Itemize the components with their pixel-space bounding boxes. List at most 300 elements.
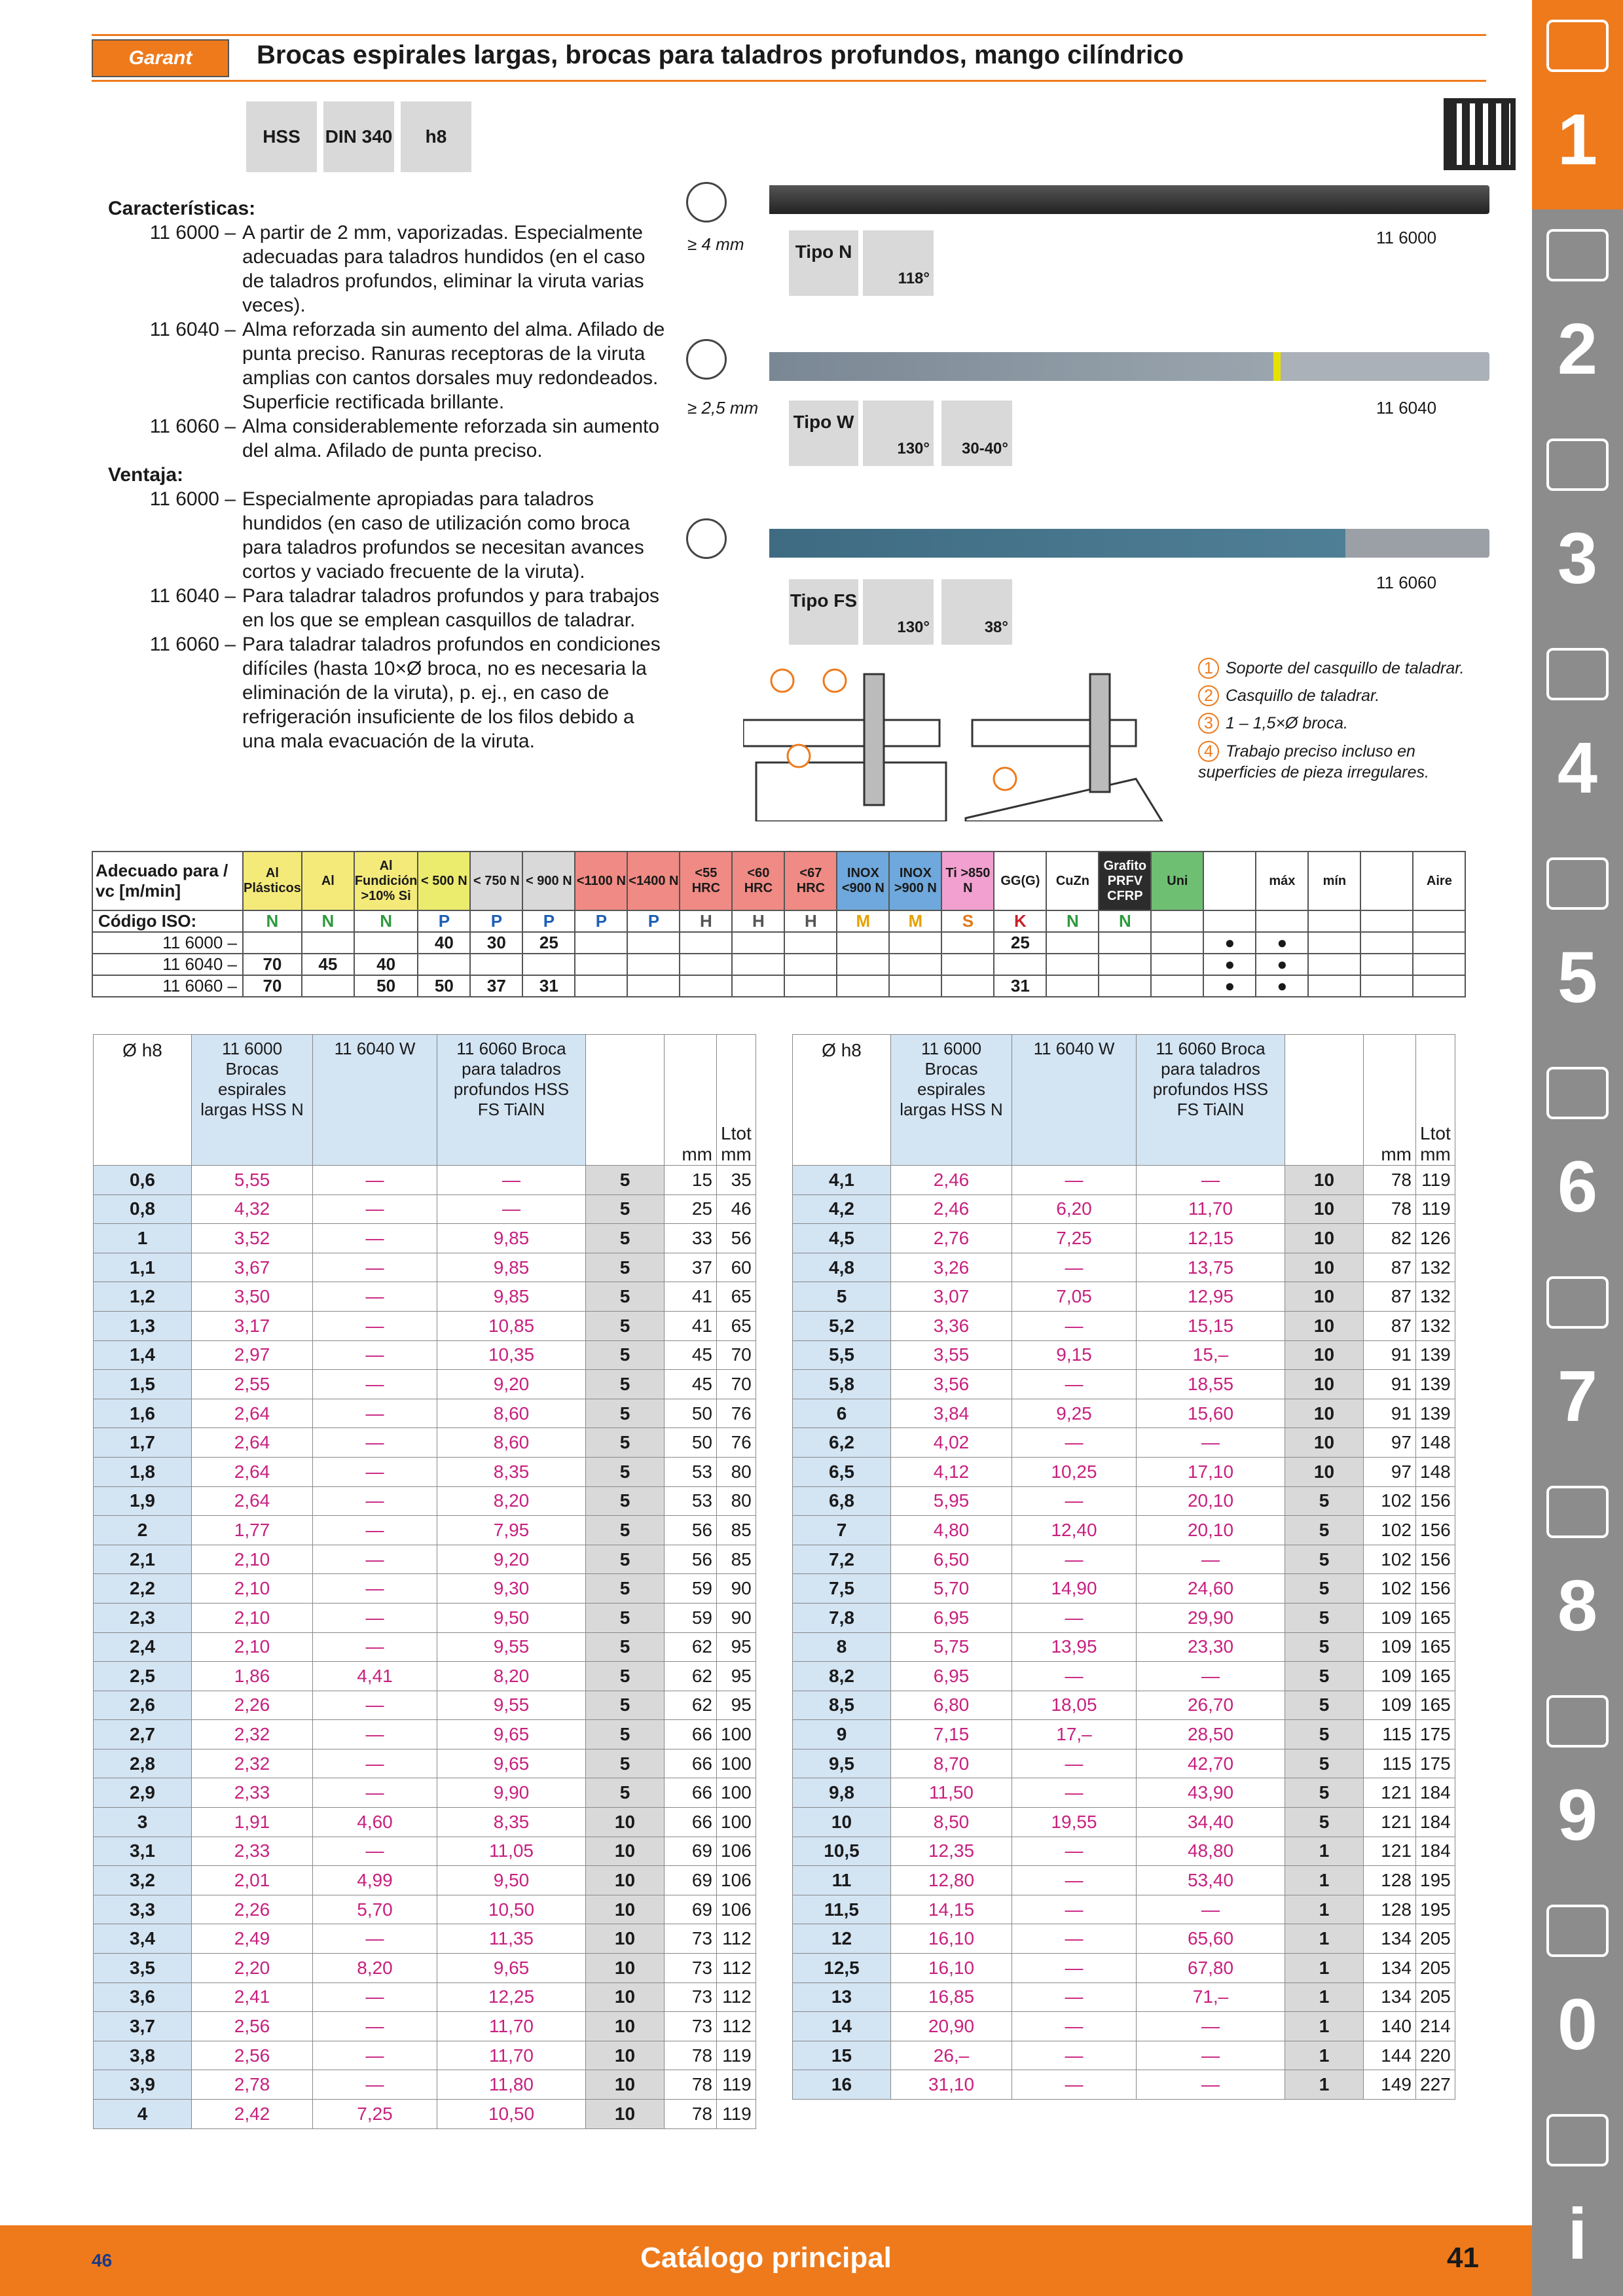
table-row[interactable] (94, 2012, 756, 2041)
row-price-116040: — (1012, 1895, 1137, 1924)
feature-text: Alma reforzada sin aumento del alma. Afilado de punta preciso. Ranuras receptoras de la viruta amplias con cantos dorsales muy redondeados. Superficie rectificada brillante. (242, 319, 665, 413)
row-price-116060: 9,20 (437, 1545, 586, 1574)
row-length: 149 (1364, 2070, 1416, 2100)
row-total-length: 76 (717, 1399, 756, 1428)
row-price-116040: 6,20 (1012, 1194, 1137, 1224)
row-price-116040: — (1012, 1603, 1137, 1632)
row-diameter: 3 (94, 1808, 192, 1837)
table-row[interactable] (793, 1486, 1455, 1516)
table-row[interactable] (793, 1574, 1455, 1604)
row-price-116000: 2,10 (192, 1545, 313, 1574)
row-price-116040: 9,15 (1012, 1340, 1137, 1370)
table-row[interactable] (793, 1311, 1455, 1340)
row-pack: 5 (586, 1282, 665, 1312)
legend-text: Soporte del casquillo de taladrar. (1226, 659, 1465, 677)
chapter-number: 2 (1557, 309, 1598, 389)
row-diameter: 2,8 (94, 1749, 192, 1778)
row-diameter: 14 (793, 2012, 891, 2041)
suit-value: 50 (418, 975, 470, 997)
suit-value (627, 954, 680, 975)
table-row[interactable] (793, 2070, 1455, 2100)
drill-section-icon (686, 518, 727, 559)
row-price-116000: 2,55 (192, 1370, 313, 1399)
row-price-116060: 8,20 (437, 1662, 586, 1691)
iso-row (92, 910, 1465, 932)
table-row[interactable] (793, 1954, 1455, 1983)
row-price-116060: 12,95 (1137, 1282, 1285, 1312)
table-row[interactable] (793, 1895, 1455, 1924)
header-pack-icon (586, 1035, 665, 1166)
row-diameter: 15 (793, 2041, 891, 2070)
row-length: 62 (665, 1632, 717, 1662)
suit-value (732, 932, 784, 954)
suit-value (302, 932, 354, 954)
table-row[interactable] (94, 1982, 756, 2012)
chapter-tab-4[interactable] (1532, 628, 1623, 838)
row-price-116000: 1,91 (192, 1808, 313, 1837)
row-length: 109 (1364, 1603, 1416, 1632)
row-pack: 5 (586, 1370, 665, 1399)
row-price-116060: 15,– (1137, 1340, 1285, 1370)
table-row[interactable] (793, 2041, 1455, 2070)
row-total-length: 80 (717, 1486, 756, 1516)
suit-value (889, 954, 941, 975)
row-diameter: 5,2 (793, 1311, 891, 1340)
row-diameter: 12,5 (793, 1954, 891, 1983)
row-pack: 5 (1285, 1603, 1364, 1632)
table-row[interactable] (793, 1457, 1455, 1486)
suit-value (941, 932, 994, 954)
table-row[interactable] (94, 1866, 756, 1895)
table-row[interactable] (94, 1749, 756, 1778)
row-price-116060: — (437, 1194, 586, 1224)
table-row[interactable] (94, 1954, 756, 1983)
row-price-116060: 8,60 (437, 1428, 586, 1458)
table-row[interactable] (793, 1924, 1455, 1954)
iso-code: P (575, 910, 627, 932)
row-pack: 5 (586, 1632, 665, 1662)
row-diameter: 2,4 (94, 1632, 192, 1662)
suit-value (889, 932, 941, 954)
marker-3 (788, 745, 810, 767)
row-length: 62 (665, 1691, 717, 1720)
row-pack: 10 (1285, 1311, 1364, 1340)
table-row[interactable] (94, 1224, 756, 1253)
table-row[interactable] (94, 1778, 756, 1808)
row-diameter: 3,7 (94, 2012, 192, 2041)
chapter-icon (1546, 2114, 1609, 2166)
table-row[interactable] (793, 1194, 1455, 1224)
row-pack: 5 (1285, 1720, 1364, 1749)
row-total-length: 60 (717, 1253, 756, 1282)
legend-item (1198, 655, 1486, 682)
table-row[interactable] (793, 1982, 1455, 2012)
row-length: 134 (1364, 1954, 1416, 1983)
row-pack: 5 (586, 1166, 665, 1195)
row-price-116060: 13,75 (1137, 1253, 1285, 1282)
advantage-text: Para taladrar taladros profundos en condiciones difíciles (hasta 10×Ø broca, no es necesaria la eliminación de la viruta), p. ej., en caso de refrigeración insuficiente de los filos debido a una mala evacuación de la viruta. (242, 634, 661, 752)
table-row[interactable] (94, 1895, 756, 1924)
chapter-tab-9[interactable] (1532, 1676, 1623, 1885)
suit-value: 31 (994, 975, 1046, 997)
row-price-116000: 4,80 (891, 1516, 1012, 1545)
row-diameter: 8,2 (793, 1662, 891, 1691)
suit-value (680, 975, 732, 997)
chapter-tab-6[interactable] (1532, 1047, 1623, 1257)
suit-value (1046, 954, 1099, 975)
suit-column-header: Aire (1413, 852, 1465, 910)
row-length: 56 (665, 1516, 717, 1545)
row-price-116040: 4,41 (313, 1662, 437, 1691)
chapter-tab-8[interactable] (1532, 1466, 1623, 1676)
row-pack: 5 (586, 1340, 665, 1370)
row-price-116000: 6,50 (891, 1545, 1012, 1574)
row-length: 62 (665, 1662, 717, 1691)
row-total-length: 165 (1416, 1662, 1455, 1691)
row-length: 66 (665, 1749, 717, 1778)
suit-value (1413, 975, 1465, 997)
row-total-length: 119 (717, 2041, 756, 2070)
table-row[interactable] (94, 1457, 756, 1486)
row-price-116060: 12,15 (1137, 1224, 1285, 1253)
table-row[interactable] (94, 1340, 756, 1370)
chapter-number: 9 (1557, 1775, 1598, 1856)
table-row[interactable] (94, 1808, 756, 1837)
row-pack: 10 (586, 2100, 665, 2129)
iso-code (1256, 910, 1308, 932)
row-price-116040: — (313, 1516, 437, 1545)
header-length: mm (665, 1035, 717, 1166)
suit-value: 70 (243, 975, 302, 997)
advantage-code: 11 6040 – (149, 585, 236, 607)
row-price-116040: — (313, 1749, 437, 1778)
row-pack: 5 (586, 1311, 665, 1340)
row-diameter: 4,5 (793, 1224, 891, 1253)
table-row[interactable] (94, 1370, 756, 1399)
row-diameter: 1,6 (94, 1399, 192, 1428)
row-price-116060: 10,35 (437, 1340, 586, 1370)
suit-value: 50 (354, 975, 418, 997)
row-price-116060: — (1137, 2041, 1285, 2070)
chapter-number: 1 (1557, 99, 1598, 180)
row-price-116040: — (1012, 1924, 1137, 1954)
suit-column-header: <55 HRC (680, 852, 732, 910)
chapter-number: 3 (1557, 518, 1598, 599)
fixture-plate (743, 720, 939, 746)
table-row[interactable] (793, 1808, 1455, 1837)
row-total-length: 195 (1416, 1866, 1455, 1895)
row-total-length: 165 (1416, 1691, 1455, 1720)
features-heading: Características: (108, 198, 256, 219)
table-row[interactable] (94, 1924, 756, 1954)
row-pack: 10 (586, 1866, 665, 1895)
row-length: 102 (1364, 1516, 1416, 1545)
table-row[interactable] (793, 1516, 1455, 1545)
table-row[interactable] (94, 1632, 756, 1662)
row-total-length: 65 (717, 1311, 756, 1340)
table-row[interactable] (793, 1370, 1455, 1399)
chapter-tab-0[interactable] (1532, 1885, 1623, 2094)
chapter-icon (1546, 1486, 1609, 1538)
row-price-116040: 18,05 (1012, 1691, 1137, 1720)
marker-1 (771, 670, 793, 692)
suit-value (784, 932, 837, 954)
table-row[interactable] (793, 1166, 1455, 1195)
table-row[interactable] (94, 1311, 756, 1340)
suit-value (302, 975, 354, 997)
row-price-116060: — (1137, 1166, 1285, 1195)
chapter-tab-5[interactable] (1532, 838, 1623, 1047)
row-price-116040: — (1012, 1837, 1137, 1866)
row-length: 69 (665, 1895, 717, 1924)
suitability-table (92, 851, 1466, 997)
table-row[interactable] (793, 1545, 1455, 1574)
suit-column-header: GG(G) (994, 852, 1046, 910)
row-total-length: 205 (1416, 1982, 1455, 2012)
suit-value: 25 (994, 932, 1046, 954)
suit-value (1360, 932, 1413, 954)
table-row[interactable] (793, 1632, 1455, 1662)
table-row[interactable] (793, 1224, 1455, 1253)
table-row[interactable] (94, 1399, 756, 1428)
table-row[interactable] (94, 1545, 756, 1574)
marker-2 (824, 670, 846, 692)
row-pack: 10 (586, 1808, 665, 1837)
row-diameter: 3,1 (94, 1837, 192, 1866)
row-price-116000: 5,95 (891, 1486, 1012, 1516)
row-length: 78 (1364, 1194, 1416, 1224)
row-price-116000: 3,50 (192, 1282, 313, 1312)
qr-code-icon[interactable] (1444, 98, 1516, 170)
row-price-116060: 43,90 (1137, 1778, 1285, 1808)
row-total-length: 100 (717, 1720, 756, 1749)
row-total-length: 205 (1416, 1954, 1455, 1983)
row-price-116040: 19,55 (1012, 1808, 1137, 1837)
suit-column-header: < 900 N (522, 852, 575, 910)
row-length: 69 (665, 1866, 717, 1895)
row-diameter: 2 (94, 1516, 192, 1545)
row-diameter: 6,5 (793, 1457, 891, 1486)
table-row[interactable] (94, 2100, 756, 2129)
table-row[interactable] (793, 1720, 1455, 1749)
table-row[interactable] (94, 1282, 756, 1312)
row-diameter: 6,8 (793, 1486, 891, 1516)
row-price-116060: 11,35 (437, 1924, 586, 1954)
suit-value (1360, 975, 1413, 997)
row-pack: 5 (586, 1662, 665, 1691)
row-length: 109 (1364, 1662, 1416, 1691)
row-diameter: 7 (793, 1516, 891, 1545)
chapter-number: 0 (1557, 1984, 1598, 2065)
table-row[interactable] (94, 1253, 756, 1282)
table-row[interactable] (94, 2070, 756, 2100)
row-length: 41 (665, 1282, 717, 1312)
row-price-116000: 2,10 (192, 1574, 313, 1604)
suit-label: Adecuado para / vc [m/min] (92, 852, 243, 910)
row-pack: 1 (1285, 2012, 1364, 2041)
table-row[interactable] (793, 1603, 1455, 1632)
angle-badge: 130° (863, 401, 934, 466)
row-price-116040: — (313, 1924, 437, 1954)
row-pack: 5 (586, 1691, 665, 1720)
chapter-tab-1[interactable] (1532, 0, 1623, 209)
table-row[interactable] (793, 1778, 1455, 1808)
row-price-116060: 15,15 (1137, 1311, 1285, 1340)
row-price-116000: 2,46 (891, 1166, 1012, 1195)
row-price-116040: 5,70 (313, 1895, 437, 1924)
table-row[interactable] (793, 1662, 1455, 1691)
row-diameter: 4,2 (793, 1194, 891, 1224)
row-pack: 5 (586, 1194, 665, 1224)
badge-din: DIN 340 (323, 101, 394, 172)
row-total-length: 132 (1416, 1282, 1455, 1312)
table-row[interactable] (94, 1574, 756, 1604)
table-row[interactable] (793, 1691, 1455, 1720)
row-price-116040: 10,25 (1012, 1457, 1137, 1486)
row-diameter: 4,1 (793, 1166, 891, 1195)
row-pack: 5 (586, 1253, 665, 1282)
table-row[interactable] (94, 2041, 756, 2070)
row-total-length: 148 (1416, 1428, 1455, 1458)
row-price-116060: 8,35 (437, 1808, 586, 1837)
footer-page-number: 41 (1447, 2242, 1479, 2274)
suit-column-header: <67 HRC (784, 852, 837, 910)
chapter-tab-i[interactable] (1532, 2094, 1623, 2296)
dimensions-table-right (792, 1034, 1455, 2100)
table-row[interactable] (793, 1837, 1455, 1866)
table-row[interactable] (94, 1516, 756, 1545)
row-pack: 5 (586, 1516, 665, 1545)
chapter-tab-2[interactable] (1532, 209, 1623, 419)
suit-value: ● (1203, 932, 1256, 954)
table-row[interactable] (793, 1253, 1455, 1282)
row-price-116000: 3,67 (192, 1253, 313, 1282)
row-price-116000: 2,10 (192, 1603, 313, 1632)
header-diameter: Ø h8 (94, 1035, 192, 1166)
row-pack: 10 (1285, 1282, 1364, 1312)
row-pack: 5 (1285, 1632, 1364, 1662)
table-row[interactable] (94, 1603, 756, 1632)
table-row[interactable] (94, 1428, 756, 1458)
table-row[interactable] (94, 1166, 756, 1195)
row-diameter: 5,5 (793, 1340, 891, 1370)
row-price-116000: 8,70 (891, 1749, 1012, 1778)
row-pack: 5 (586, 1457, 665, 1486)
table-row[interactable] (793, 1749, 1455, 1778)
row-price-116000: 2,32 (192, 1720, 313, 1749)
table-row[interactable] (793, 2012, 1455, 2041)
fixture-plate-2 (972, 720, 1136, 746)
suit-header-row (92, 852, 1465, 910)
row-price-116060: 9,65 (437, 1720, 586, 1749)
suit-value (680, 932, 732, 954)
row-price-116060: 7,95 (437, 1516, 586, 1545)
legend-number: 4 (1198, 741, 1219, 762)
suit-value (470, 954, 522, 975)
table-row[interactable] (793, 1399, 1455, 1428)
row-total-length: 106 (717, 1837, 756, 1866)
row-price-116000: 2,01 (192, 1866, 313, 1895)
chapter-icon (1546, 229, 1609, 281)
table-row[interactable] (94, 1194, 756, 1224)
row-price-116040: — (1012, 1370, 1137, 1399)
row-total-length: 90 (717, 1574, 756, 1604)
chapter-icon (1546, 20, 1609, 72)
row-length: 134 (1364, 1982, 1416, 2012)
bushing-diagram (743, 661, 1175, 821)
row-price-116000: 26,– (891, 2041, 1012, 2070)
row-price-116040: — (313, 1486, 437, 1516)
table-row[interactable] (94, 1662, 756, 1691)
table-row[interactable] (94, 1486, 756, 1516)
row-diameter: 2,7 (94, 1720, 192, 1749)
chapter-tab-3[interactable] (1532, 419, 1623, 628)
row-price-116000: 8,50 (891, 1808, 1012, 1837)
row-length: 97 (1364, 1457, 1416, 1486)
row-price-116000: 5,75 (891, 1632, 1012, 1662)
chapter-tab-7[interactable] (1532, 1257, 1623, 1466)
suit-column-header: < 500 N (418, 852, 470, 910)
row-price-116060: 10,50 (437, 1895, 586, 1924)
row-price-116060: 9,30 (437, 1574, 586, 1604)
drill-section-icon (686, 339, 727, 380)
table-row[interactable] (793, 1428, 1455, 1458)
row-price-116060: 10,50 (437, 2100, 586, 2129)
suit-value (1151, 954, 1203, 975)
table-row[interactable] (94, 1720, 756, 1749)
suit-value (1308, 975, 1360, 997)
row-price-116000: 3,55 (891, 1340, 1012, 1370)
table-row[interactable] (94, 1837, 756, 1866)
row-pack: 10 (586, 1982, 665, 2012)
suit-value (1046, 932, 1099, 954)
legend-item (1198, 741, 1486, 783)
chapter-icon (1546, 1067, 1609, 1119)
table-row[interactable] (793, 1340, 1455, 1370)
feature-item (108, 414, 671, 463)
row-diameter: 2,3 (94, 1603, 192, 1632)
iso-code: N (354, 910, 418, 932)
suit-value: ● (1256, 975, 1308, 997)
row-price-116060: 9,90 (437, 1778, 586, 1808)
iso-code: P (627, 910, 680, 932)
row-price-116040: — (1012, 1982, 1137, 2012)
row-length: 115 (1364, 1749, 1416, 1778)
drill-code-label: 11 6040 (1376, 398, 1437, 418)
row-pack: 5 (586, 1399, 665, 1428)
table-row[interactable] (793, 1866, 1455, 1895)
row-diameter: 2,6 (94, 1691, 192, 1720)
row-diameter: 7,8 (793, 1603, 891, 1632)
page-title: Brocas espirales largas, brocas para taladros profundos, mango cilíndrico (257, 41, 1184, 69)
iso-code: H (732, 910, 784, 932)
logo-text: Garant (128, 47, 192, 69)
suit-column-header: <60 HRC (732, 852, 784, 910)
row-total-length: 139 (1416, 1370, 1455, 1399)
row-price-116040: — (313, 1720, 437, 1749)
row-price-116040: 13,95 (1012, 1632, 1137, 1662)
row-total-length: 80 (717, 1457, 756, 1486)
chapter-icon (1546, 857, 1609, 910)
row-pack: 10 (1285, 1428, 1364, 1458)
legend-text: 1 – 1,5×Ø broca. (1226, 714, 1348, 732)
table-row[interactable] (793, 1282, 1455, 1312)
chapter-number: 5 (1557, 937, 1598, 1018)
row-pack: 10 (1285, 1340, 1364, 1370)
header-116060: 11 6060 Broca para taladros profundos HSS FS TiAlN (1137, 1035, 1285, 1166)
suit-value (837, 975, 889, 997)
table-row[interactable] (94, 1691, 756, 1720)
